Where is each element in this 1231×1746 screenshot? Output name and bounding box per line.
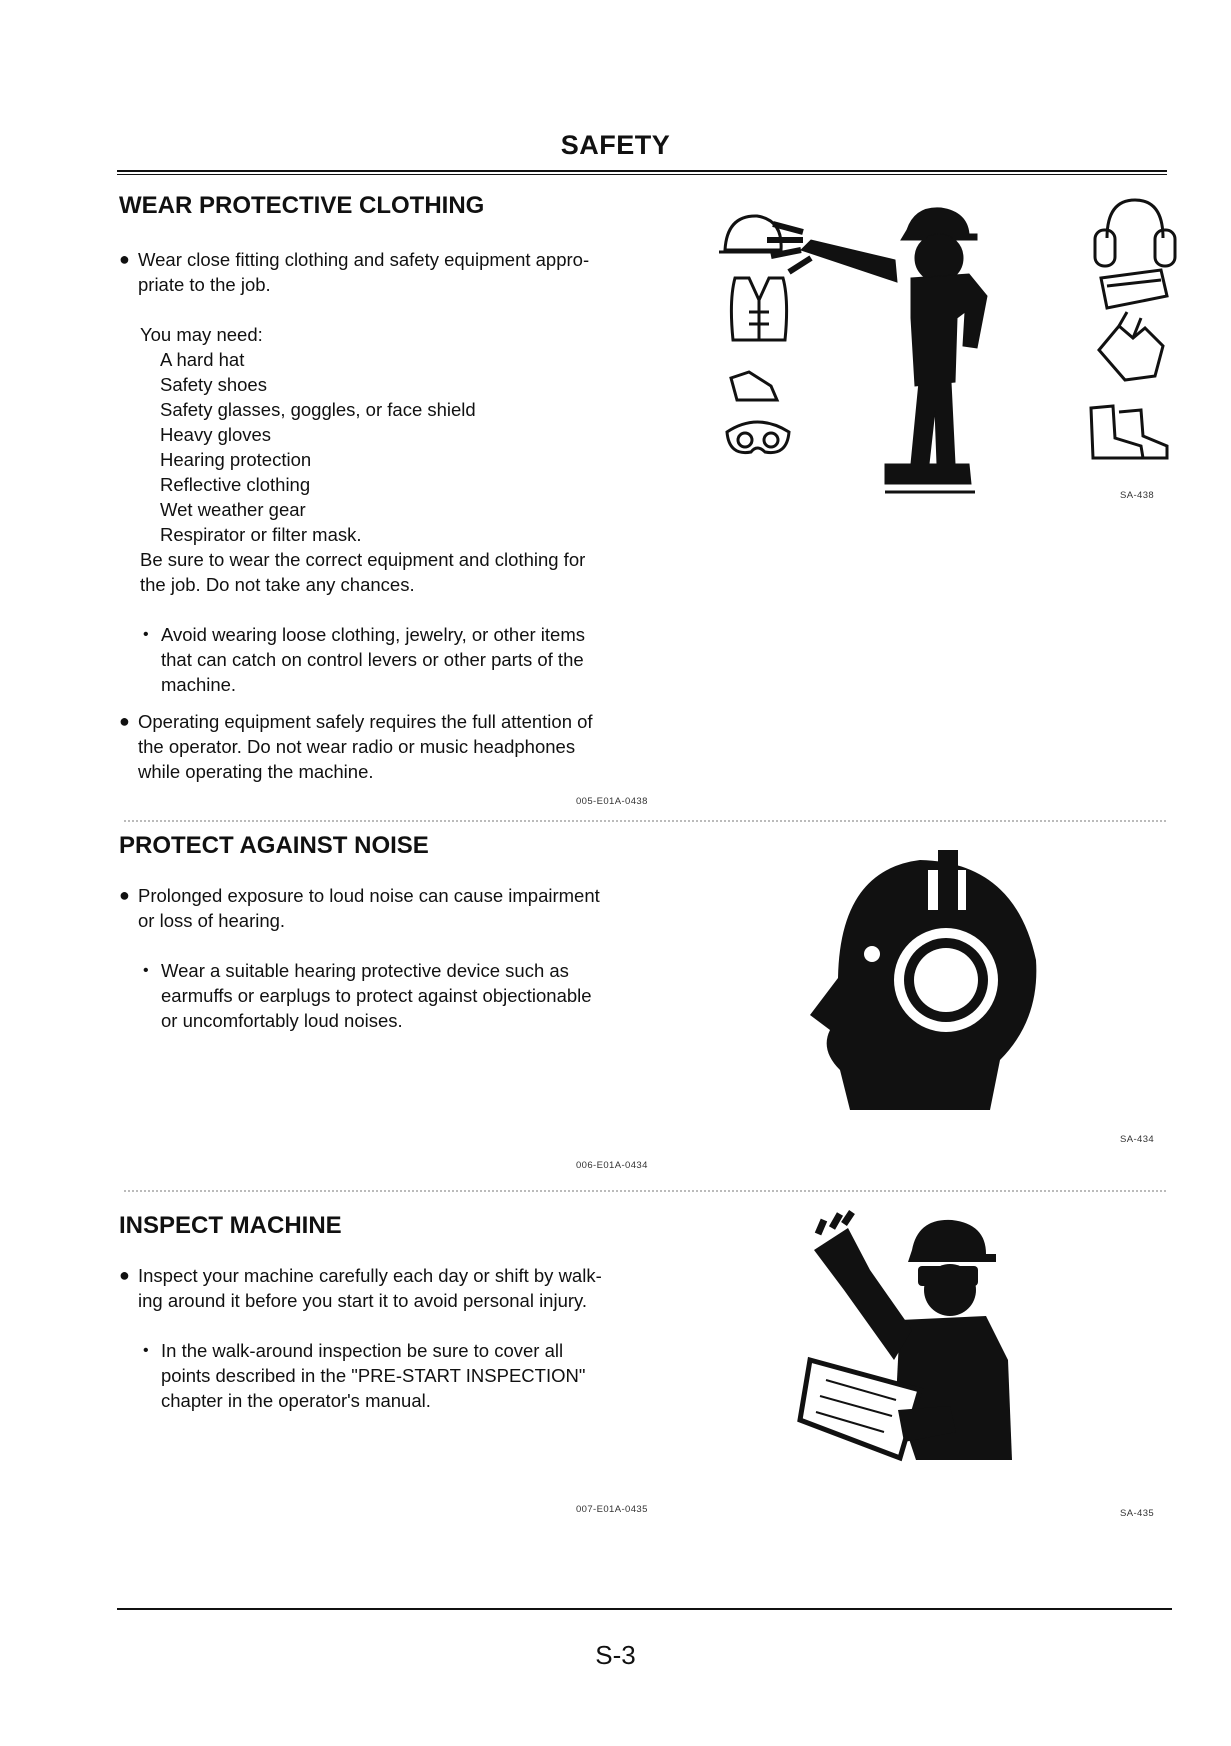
- figure-code: SA-435: [1120, 1508, 1155, 1519]
- need-item: Safety shoes: [160, 374, 267, 395]
- paragraph-line: the operator. Do not wear radio or music headphones: [138, 736, 576, 757]
- eye: [864, 946, 880, 962]
- paragraph-line: earmuffs or earplugs to protect against objectionable: [161, 985, 592, 1006]
- section-code: 006-E01A-0434: [576, 1160, 648, 1171]
- section-code: 007-E01A-0435: [576, 1504, 648, 1515]
- paragraph-line: that can catch on control levers or other parts of the: [161, 649, 584, 670]
- hard-hat-icon: [719, 216, 789, 252]
- figure-code: SA-438: [1120, 490, 1155, 501]
- paragraph-line: machine.: [161, 674, 237, 695]
- paragraph-line: ing around it before you start it to avoid personal injury.: [138, 1290, 588, 1311]
- protective-clothing-figure: [715, 200, 1175, 500]
- need-item: Reflective clothing: [160, 474, 311, 495]
- inspect-machine-figure: [800, 1210, 1050, 1480]
- need-item: Safety glasses, goggles, or face shield: [160, 399, 476, 420]
- need-item: Respirator or filter mask.: [160, 524, 362, 545]
- need-item: A hard hat: [160, 349, 245, 370]
- worker-silhouette: [767, 208, 987, 492]
- paragraph-line: the job. Do not take any chances.: [140, 574, 415, 595]
- section-heading-noise: PROTECT AGAINST NOISE: [119, 832, 429, 859]
- section-heading-inspect: INSPECT MACHINE: [119, 1212, 342, 1239]
- section-divider: [124, 820, 1166, 822]
- need-item: Heavy gloves: [160, 424, 272, 445]
- sub-bullet-dot: •: [143, 626, 149, 643]
- shoe-icon: [731, 372, 777, 400]
- header-rule: [117, 170, 1167, 172]
- figure-code: SA-434: [1120, 1134, 1155, 1145]
- bullet-dot: ●: [119, 249, 130, 269]
- vest-icon: [731, 278, 786, 340]
- need-item: Hearing protection: [160, 449, 312, 470]
- bullet-dot: ●: [119, 885, 130, 905]
- need-item: Wet weather gear: [160, 499, 306, 520]
- hearing-protection-figure: [800, 850, 1040, 1110]
- section-divider: [124, 1190, 1166, 1192]
- paragraph-line: In the walk-around inspection be sure to cover all: [161, 1340, 564, 1361]
- bullet-dot: ●: [119, 1265, 130, 1285]
- paragraph-line: Operating equipment safely requires the full attention of: [138, 711, 593, 732]
- respirator-icon: [1101, 270, 1167, 308]
- paragraph-line: Prolonged exposure to loud noise can cause impairment: [138, 885, 600, 906]
- gloves-icon: [1099, 312, 1163, 380]
- sub-bullet-dot: •: [143, 962, 149, 979]
- sub-bullet-dot: •: [143, 1342, 149, 1359]
- paragraph-line: Wear close fitting clothing and safety equipment appro-: [138, 249, 590, 270]
- paragraph-line: while operating the machine.: [138, 761, 374, 782]
- page-number: S-3: [595, 1640, 636, 1670]
- paragraph-line: or uncomfortably loud noises.: [161, 1010, 403, 1031]
- header-rule-thin: [117, 174, 1167, 175]
- goggles-icon: [727, 422, 789, 453]
- paragraph-line: Wear a suitable hearing protective device such as: [161, 960, 569, 981]
- paragraph-line: chapter in the operator's manual.: [161, 1390, 431, 1411]
- need-intro: You may need:: [140, 324, 263, 345]
- boots-icon: [1091, 406, 1167, 458]
- section-code: 005-E01A-0438: [576, 796, 648, 807]
- bullet-dot: ●: [119, 711, 130, 731]
- paragraph-line: Be sure to wear the correct equipment and clothing for: [140, 549, 586, 570]
- page-title: SAFETY: [560, 130, 671, 160]
- paragraph-line: or loss of hearing.: [138, 910, 286, 931]
- footer-rule: [117, 1608, 1172, 1610]
- earmuffs-icon: [1095, 200, 1175, 266]
- paragraph-line: points described in the "PRE-START INSPECTION": [161, 1365, 586, 1386]
- paragraph-line: Avoid wearing loose clothing, jewelry, or other items: [161, 624, 585, 645]
- paragraph-line: priate to the job.: [138, 274, 271, 295]
- section-heading-protective-clothing: WEAR PROTECTIVE CLOTHING: [119, 192, 485, 219]
- paragraph-line: Inspect your machine carefully each day or shift by walk-: [138, 1265, 602, 1286]
